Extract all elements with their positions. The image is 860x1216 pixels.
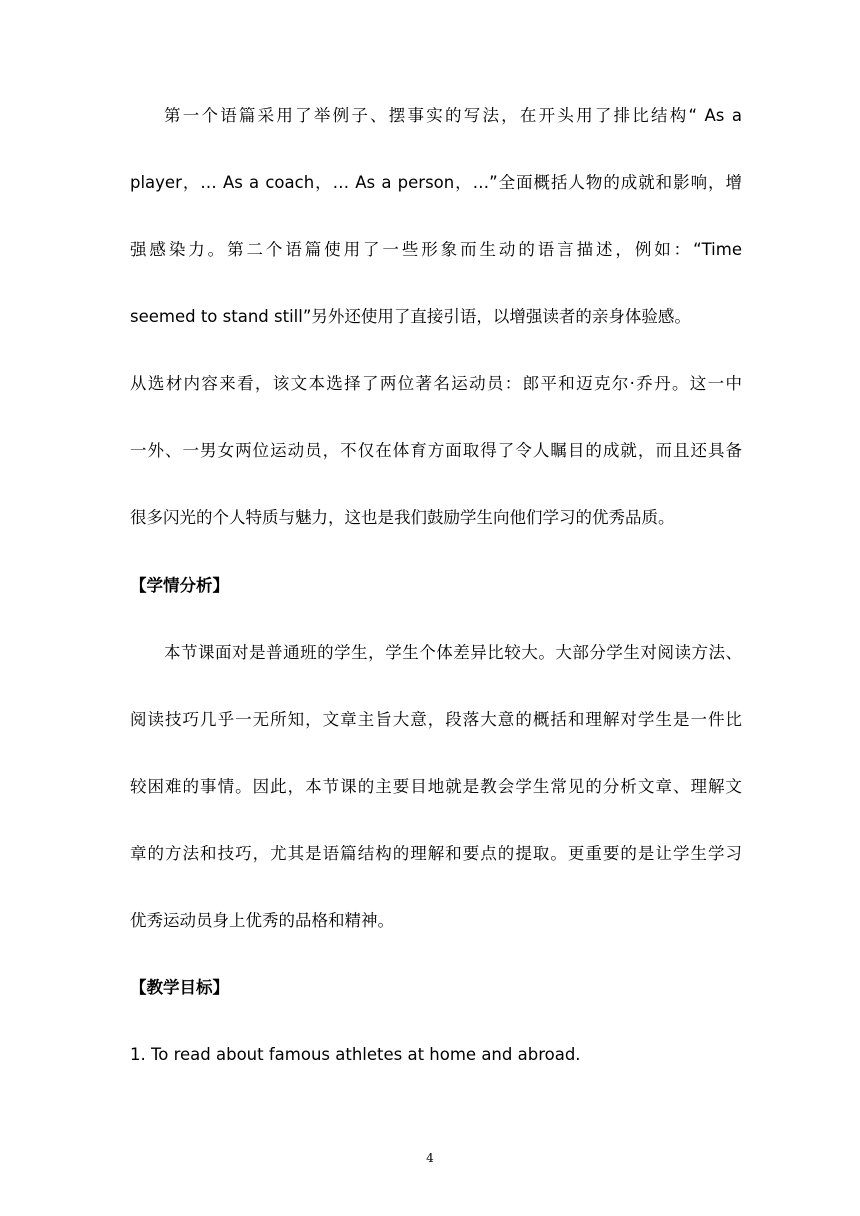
paragraph-line: 较困难的事情。因此，本节课的主要目地就是教会学生常见的分析文章、理解文 — [130, 777, 742, 796]
objective-item: 1. To read about famous athletes at home and abroad. — [130, 1045, 581, 1064]
paragraph-line: 从选材内容来看，该文本选择了两位著名运动员：郎平和迈克尔·乔丹。这一中 — [130, 374, 742, 393]
section-heading: 【教学目标】 — [130, 978, 229, 997]
paragraph-line: 很多闪光的个人特质与魅力，这也是我们鼓励学生向他们学习的优秀品质。 — [130, 508, 675, 527]
section-heading: 【学情分析】 — [130, 576, 229, 595]
paragraph-line: 第一个语篇采用了举例子、摆事实的写法，在开头用了排比结构“ As a — [164, 106, 742, 125]
paragraph-line: 一外、一男女两位运动员，不仅在体育方面取得了令人瞩目的成就，而且还具备 — [130, 441, 742, 460]
paragraph-line: 章的方法和技巧，尤其是语篇结构的理解和要点的提取。更重要的是让学生学习 — [130, 844, 742, 863]
paragraph-line: 阅读技巧几乎一无所知，文章主旨大意，段落大意的概括和理解对学生是一件比 — [130, 710, 742, 729]
paragraph-line: seemed to stand still”另外还使用了直接引语，以增强读者的亲身体验感。 — [130, 307, 691, 326]
paragraph-line: 本节课面对是普通班的学生，学生个体差异比较大。大部分学生对阅读方法、 — [164, 643, 742, 662]
paragraph-line: 优秀运动员身上优秀的品格和精神。 — [130, 911, 394, 930]
paragraph-line: player，… As a coach，… As a person，…”全面概括人物的成就和影响，增 — [130, 173, 742, 192]
page-number: 4 — [426, 1151, 434, 1165]
paragraph-line: 强感染力。第二个语篇使用了一些形象而生动的语言描述，例如：“Time — [130, 240, 742, 259]
